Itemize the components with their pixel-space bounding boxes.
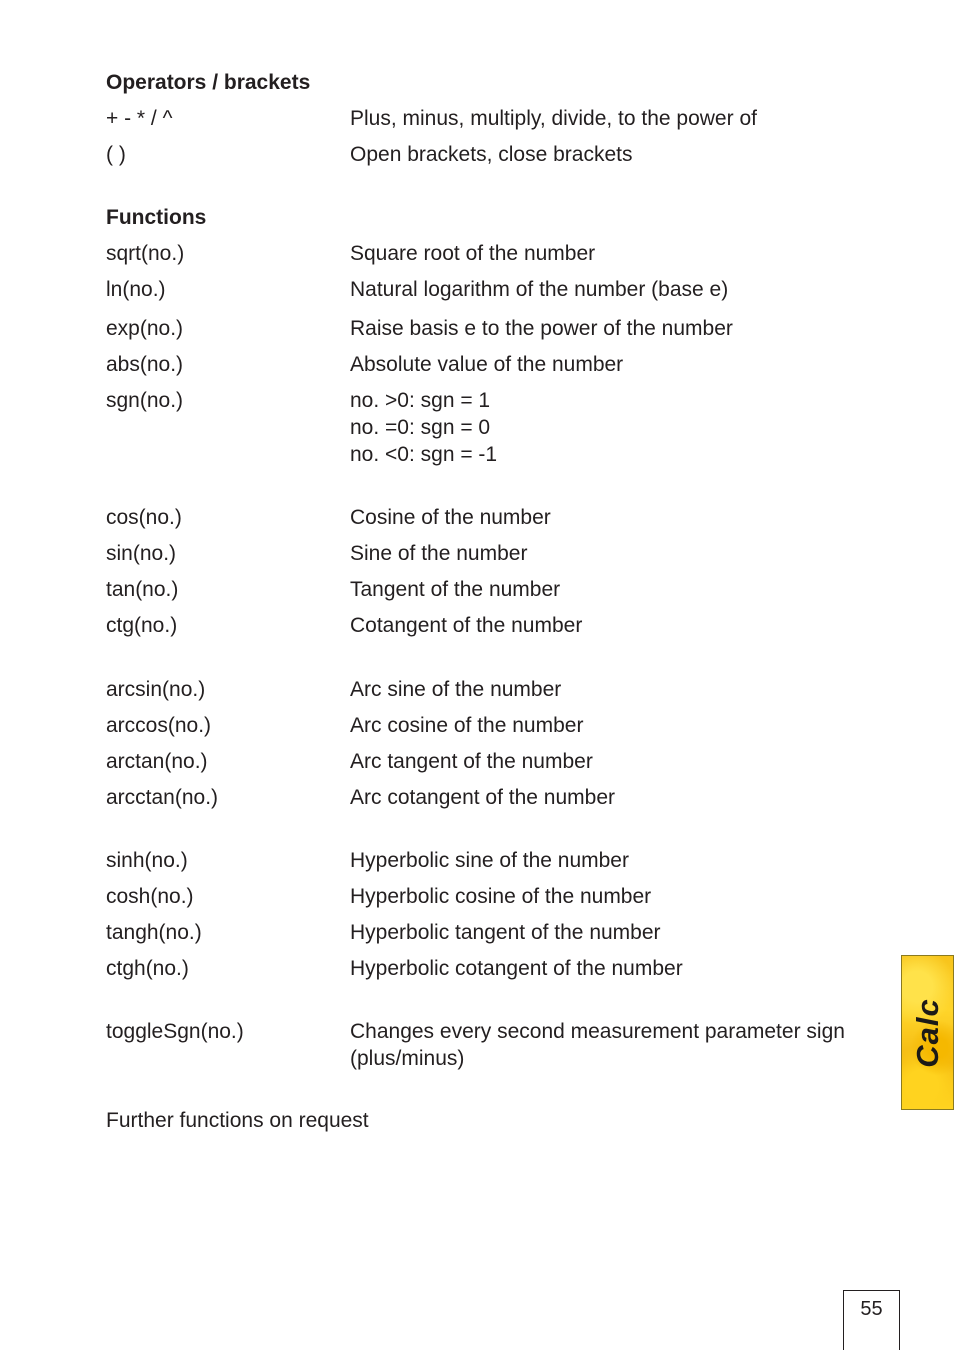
function-description [350,351,623,378]
description-line: Hyperbolic tangent of the number [350,921,661,944]
description-line: Arc tangent of the number [350,750,593,773]
function-description [350,883,651,910]
functions-heading: Functions [106,206,207,229]
function-description [350,748,593,775]
function-description [350,576,560,603]
function-term: ln(no.) [106,278,166,301]
description-line: Arc sine of the number [350,678,562,701]
operator-description [350,105,757,132]
page-number: 55 [860,1298,883,1320]
description-line: Hyperbolic sine of the number [350,849,629,872]
function-term: toggleSgn(no.) [106,1020,244,1043]
operator-description [350,141,632,168]
description-line: Plus, minus, multiply, divide, to the power of [350,107,757,130]
function-description [350,676,561,703]
description-line: Arc cotangent of the number [350,786,615,809]
footer-note: Further functions on request [106,1109,369,1132]
operators-heading: Operators / brackets [106,71,311,94]
function-description [350,240,595,267]
operator-term: + - * / ^ [106,107,173,130]
description-line: no. >0: sgn = 1 [350,389,491,412]
function-description [350,315,733,342]
function-term: arcsin(no.) [106,678,206,701]
function-term: tangh(no.) [106,921,202,944]
calc-side-tab [901,955,954,1110]
function-term: sinh(no.) [106,849,188,872]
function-term: cos(no.) [106,506,182,529]
function-description [350,276,728,303]
function-term: sgn(no.) [106,389,184,412]
function-term: arccos(no.) [106,714,212,737]
description-line: Sine of the number [350,542,528,565]
function-description [350,784,615,811]
function-description [350,540,527,567]
description-line: Arc cosine of the number [350,714,584,737]
function-term: arcctan(no.) [106,786,219,809]
function-description [350,847,629,874]
description-line: Hyperbolic cotangent of the number [350,957,683,980]
description-line: Raise basis e to the power of the number [350,317,733,340]
page-number-box [843,1290,900,1350]
function-description [350,712,583,739]
function-term: cosh(no.) [106,885,194,908]
description-line: Tangent of the number [350,578,561,601]
description-line: Open brackets, close brackets [350,143,633,166]
function-term: arctan(no.) [106,750,208,773]
operator-term: ( ) [106,143,126,166]
description-line: Cotangent of the number [350,614,583,637]
function-term: ctgh(no.) [106,957,189,980]
function-term: abs(no.) [106,353,184,376]
description-line: no. =0: sgn = 0 [350,416,491,439]
description-line: Square root of the number [350,242,596,265]
function-description [350,612,582,639]
description-line: Cosine of the number [350,506,551,529]
function-description [350,919,661,946]
side-tab-label: Calc [909,997,945,1068]
description-line: no. <0: sgn = -1 [350,443,498,466]
function-term: tan(no.) [106,578,179,601]
function-term: exp(no.) [106,317,184,340]
function-description [350,955,683,982]
description-line: Natural logarithm of the number (base e) [350,278,729,301]
description-line: Changes every second measurement parameter sign [350,1020,845,1043]
function-term: ctg(no.) [106,614,178,637]
description-line: (plus/minus) [350,1047,465,1070]
function-term: sin(no.) [106,542,177,565]
function-description [350,504,551,531]
function-description [350,387,497,468]
description-line: Absolute value of the number [350,353,624,376]
description-line: Hyperbolic cosine of the number [350,885,652,908]
function-description [350,1018,845,1072]
function-term: sqrt(no.) [106,242,185,265]
